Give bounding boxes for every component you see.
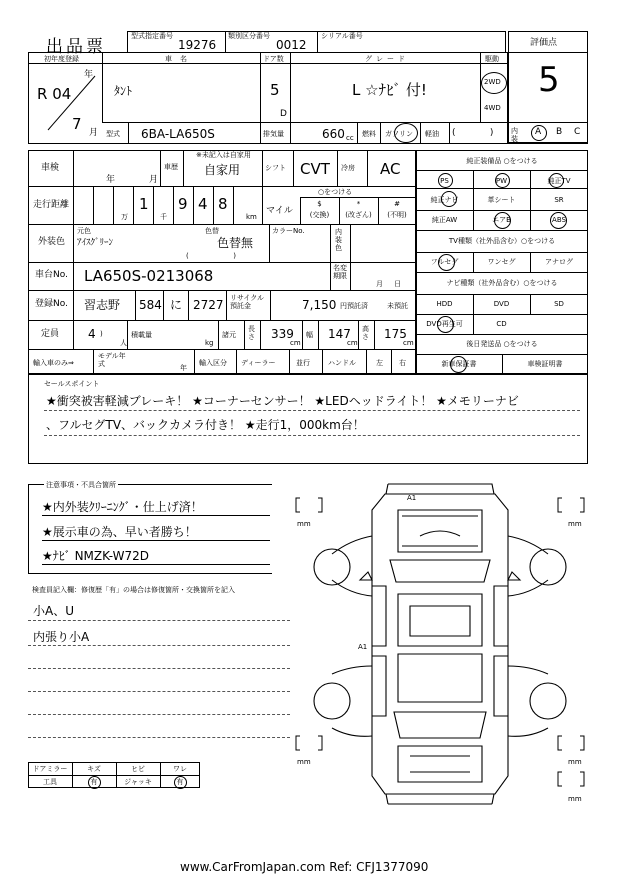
later-warranty: 新車保証書 xyxy=(441,360,477,368)
fuel-bracket: ( ) xyxy=(452,128,494,138)
wid-label: 幅 xyxy=(306,331,313,339)
colorno-label: カラーNo. xyxy=(272,227,305,235)
odometer-digit-3: 4 xyxy=(198,195,208,213)
legend-jack: ジャッキ xyxy=(124,778,152,786)
door-suffix: D xyxy=(280,109,287,119)
reg-label: 登録No. xyxy=(35,299,68,309)
interior-color-label: 内装色 xyxy=(335,228,342,252)
mm-rear-right: mm xyxy=(568,758,582,766)
equip-abs-circle xyxy=(550,212,567,229)
year-unit: 年 xyxy=(84,70,94,80)
legend-tools-circle xyxy=(88,776,101,789)
inspection-year-unit: 年 xyxy=(106,175,116,185)
interior-b: B xyxy=(556,127,563,137)
mile-label: マイル xyxy=(266,206,293,216)
equip-ps-circle xyxy=(438,173,453,188)
navi-type-header: ナビ種類（社外品含む）○をつける xyxy=(446,279,558,287)
sales-point-label: セールスポイント xyxy=(44,380,100,388)
len-value: 339 xyxy=(271,327,294,341)
navi-hdd: HDD xyxy=(436,300,453,308)
later-shaken-cert: 車検証明書 xyxy=(527,360,563,368)
capacity-label: 定員 xyxy=(41,329,60,339)
name-change-date-units: 月 日 xyxy=(376,280,402,288)
mileage-unknown: (不明) xyxy=(387,211,407,219)
equip-sr: SR xyxy=(554,196,564,204)
month-unit: 月 xyxy=(89,128,99,138)
recycle-label: リサイクル預託金 xyxy=(230,294,265,310)
recycle-paid: 円預託済 xyxy=(340,302,368,310)
tv-analog: アナログ xyxy=(545,258,573,266)
odometer-km-unit: km xyxy=(246,213,257,221)
reg-area: 習志野 xyxy=(84,298,121,312)
class-number: 0012 xyxy=(276,38,307,52)
capacity-value: 4 xyxy=(88,327,96,341)
inspector-label: 検査員記入欄：修復歴「有」の場合は修復箇所・交換箇所を記入 xyxy=(32,586,235,594)
mileage-label: 走行距離 xyxy=(33,200,70,210)
serial-label: シリアル番号 xyxy=(321,32,363,40)
handle-right: 右 xyxy=(399,359,406,367)
navi-sd: SD xyxy=(554,300,564,308)
persons-unit: 人 xyxy=(120,339,127,347)
mm-rear-left: mm xyxy=(297,758,311,766)
import-label: 輸入車のみ⇒ xyxy=(33,359,74,367)
handle-label: ハンドル xyxy=(328,359,356,367)
legend-mirror: ドアミラー xyxy=(32,765,68,773)
equip-airbag-circle xyxy=(494,212,511,229)
equip-tv: 純正TV xyxy=(547,177,571,185)
odometer-digit-2: 9 xyxy=(178,195,188,213)
hgt-cm: cm xyxy=(403,339,414,347)
drive-label: 駆動 xyxy=(485,55,499,63)
name-change-day: 日 xyxy=(394,280,402,288)
odometer-digit-1: 1 xyxy=(139,195,149,213)
fuel-circle xyxy=(394,123,418,143)
class-label: 類別区分番号 xyxy=(228,32,270,40)
damage-mark-a1-front: A1 xyxy=(407,494,417,502)
car-name-value: ﾀﾝﾄ xyxy=(114,84,133,98)
navi-dvd: DVD xyxy=(493,300,510,308)
fuel-label: 燃料 xyxy=(362,130,376,138)
tv-fullseg-circle xyxy=(438,254,455,271)
damage-mark-a1-side: A1 xyxy=(358,643,368,651)
first-reg-slash xyxy=(40,70,100,136)
grade-label: グレード xyxy=(365,55,409,63)
first-reg-era: R 04 xyxy=(37,85,72,103)
footer-watermark: www.CarFromJapan.com Ref: CFJ1377090 xyxy=(180,860,429,874)
mileage-exchange: (交換) xyxy=(309,211,330,219)
handle-left: 左 xyxy=(376,359,383,367)
legend-tools: 工具 xyxy=(43,778,57,786)
ac-value: AC xyxy=(380,160,401,178)
type-number: 19276 xyxy=(178,38,217,52)
disp-value: 660 xyxy=(322,127,345,141)
color-change-value: 色替無 xyxy=(217,236,254,250)
legend-ware: ワレ xyxy=(173,765,187,773)
ac-label: 冷房 xyxy=(341,164,355,172)
disp-label: 排気量 xyxy=(263,130,284,138)
len-label: 長さ xyxy=(248,325,255,341)
mileage-unknown-mark: # xyxy=(394,200,400,208)
inspection-label: 車検 xyxy=(41,163,60,173)
notes-line-1: ★内外装ｸﾘｰﾆﾝｸﾞ・仕上げ済！ xyxy=(42,500,203,514)
equip-leather: 革シート xyxy=(487,196,516,204)
mileage-mark-note: ○をつける xyxy=(318,188,353,196)
legend-jack-yes: 有 xyxy=(176,778,184,786)
inspector-line-1: 小A、U xyxy=(33,604,74,618)
navi-cd: CD xyxy=(496,320,507,328)
reg-kana: に xyxy=(170,298,183,312)
chassis-value: LA650S-0213068 xyxy=(84,267,214,285)
later-items-header: 後日発送品 ○をつける xyxy=(466,340,538,348)
wid-cm: cm xyxy=(347,339,358,347)
drive-4wd: 4WD xyxy=(484,104,501,112)
import-div-label: 輸入区分 xyxy=(199,359,227,367)
equip-tv-circle xyxy=(549,173,564,188)
import-dealer: ディーラー xyxy=(241,359,276,367)
odometer-digit-4: 8 xyxy=(218,195,228,213)
equip-airbag: エアB xyxy=(492,216,511,224)
len-cm: cm xyxy=(290,339,301,347)
color-change-label: 色替 xyxy=(205,227,219,235)
grade-value: L ☆ﾅﾋﾞ 付! xyxy=(352,81,427,99)
model-value: 6BA-LA650S xyxy=(141,127,215,141)
equip-pw-circle xyxy=(495,173,510,188)
equip-aw: 純正AW xyxy=(431,216,458,224)
cartype-note: ※未記入は自家用 xyxy=(196,151,251,159)
cartype-label: 車歴 xyxy=(164,163,178,171)
tv-oneseg: ワンセグ xyxy=(487,258,516,266)
fuel-gasoline: ガソリン xyxy=(385,130,413,138)
sales-point-line-2: 、フルセグTV、バックカメラ付き！ ★走行1，000km台！ xyxy=(46,418,365,432)
load-label: 積載量 xyxy=(131,331,152,339)
mm-front-right: mm xyxy=(568,520,582,528)
tv-fullseg: フルセグ xyxy=(430,258,459,266)
chassis-label: 車台No. xyxy=(35,270,68,280)
model-year-unit: 年 xyxy=(180,364,187,372)
door-count: 5 xyxy=(270,81,280,99)
equip-pw: PW xyxy=(495,177,508,185)
cartype-value: 自家用 xyxy=(204,163,241,177)
ext-color-label: 外装色 xyxy=(38,237,66,247)
notes-line-2: ★展示車の為、早い者勝ち！ xyxy=(42,525,197,539)
drive-2wd: 2WD xyxy=(484,78,501,86)
score-label: 評価点 xyxy=(530,38,558,48)
type-label: 型式指定番号 xyxy=(131,32,173,40)
odometer-sen-unit: 千 xyxy=(160,213,167,221)
notes-line-3: ★ﾅﾋﾞ NMZK-W72D xyxy=(42,549,149,563)
later-warranty-circle xyxy=(450,356,467,373)
equip-ps: PS xyxy=(440,177,449,185)
sales-point-line-1: ★衝突被害軽減ブレーキ！ ★コーナーセンサー！ ★LEDヘッドライト！ ★メモリーナビ xyxy=(46,394,519,408)
mm-rear-bottom: mm xyxy=(568,795,582,803)
interior-a: A xyxy=(535,127,542,137)
interior-label: 内装 xyxy=(511,127,518,143)
wid-value: 147 xyxy=(328,327,351,341)
model-label: 型式 xyxy=(106,130,120,138)
shift-label: シフト xyxy=(265,164,286,172)
dims-label: 諸元 xyxy=(222,331,236,339)
equip-abs: ABS xyxy=(552,216,566,224)
tv-type-header: TV種類（社外品含む）○をつける xyxy=(448,237,556,245)
first-reg-month: 7 xyxy=(72,115,82,133)
color-change-paren: ( ) xyxy=(186,252,236,260)
std-equipment-header: 純正装備品 ○をつける xyxy=(466,157,538,165)
door-label: ドア数 xyxy=(263,55,284,63)
inspection-month-unit: 月 xyxy=(149,175,159,185)
notes-label: 注意事項・不具合箇所 xyxy=(46,481,116,489)
reg-number: 2727 xyxy=(193,298,224,312)
ext-color-value: ｱｲｽｸﾞﾘｰﾝ xyxy=(77,238,114,248)
hgt-label: 高さ xyxy=(362,325,369,341)
legend-jack-circle xyxy=(174,776,187,789)
reg-class: 584 xyxy=(139,298,162,312)
odometer-man-unit: 万 xyxy=(121,213,128,221)
legend-kizu: キズ xyxy=(87,765,101,773)
legend-tools-yes: 有 xyxy=(90,778,98,786)
legend-hibi: ヒビ xyxy=(131,765,145,773)
name-change-label: 名変期限 xyxy=(333,264,347,280)
orig-color-label: 元色 xyxy=(77,227,91,235)
hgt-value: 175 xyxy=(384,327,407,341)
score-value: 5 xyxy=(538,60,560,100)
mileage-altered: (改ざん) xyxy=(345,211,372,219)
import-parallel: 並行 xyxy=(296,359,310,367)
car-name-label: 車名 xyxy=(165,55,195,63)
car-body-diagram xyxy=(290,476,590,816)
fuel-light-oil: 軽油 xyxy=(425,130,439,138)
equip-navi: 純正ナビ xyxy=(430,196,459,204)
model-year-label: モデル年式 xyxy=(98,352,126,368)
capacity-paren: ) xyxy=(100,330,103,338)
first-reg-label: 初年度登録 xyxy=(44,55,79,63)
interior-c: C xyxy=(574,127,581,137)
cc-unit: cc xyxy=(346,134,354,142)
sheet-title: 出品票 xyxy=(46,37,106,57)
kg-unit: kg xyxy=(205,339,214,347)
recycle-value: 7,150 xyxy=(302,298,337,312)
mileage-exchange-mark: $ xyxy=(317,200,322,208)
inspector-line-2: 内張り小A xyxy=(33,630,90,644)
navi-dvd-play: DVD再生可 xyxy=(426,320,463,328)
recycle-unpaid: 未預託 xyxy=(387,302,408,310)
equip-navi-circle xyxy=(441,191,457,207)
mm-front-left: mm xyxy=(297,520,311,528)
navi-dvd-play-circle xyxy=(437,316,454,333)
mileage-altered-mark: * xyxy=(356,200,361,208)
shift-value: CVT xyxy=(300,160,330,178)
